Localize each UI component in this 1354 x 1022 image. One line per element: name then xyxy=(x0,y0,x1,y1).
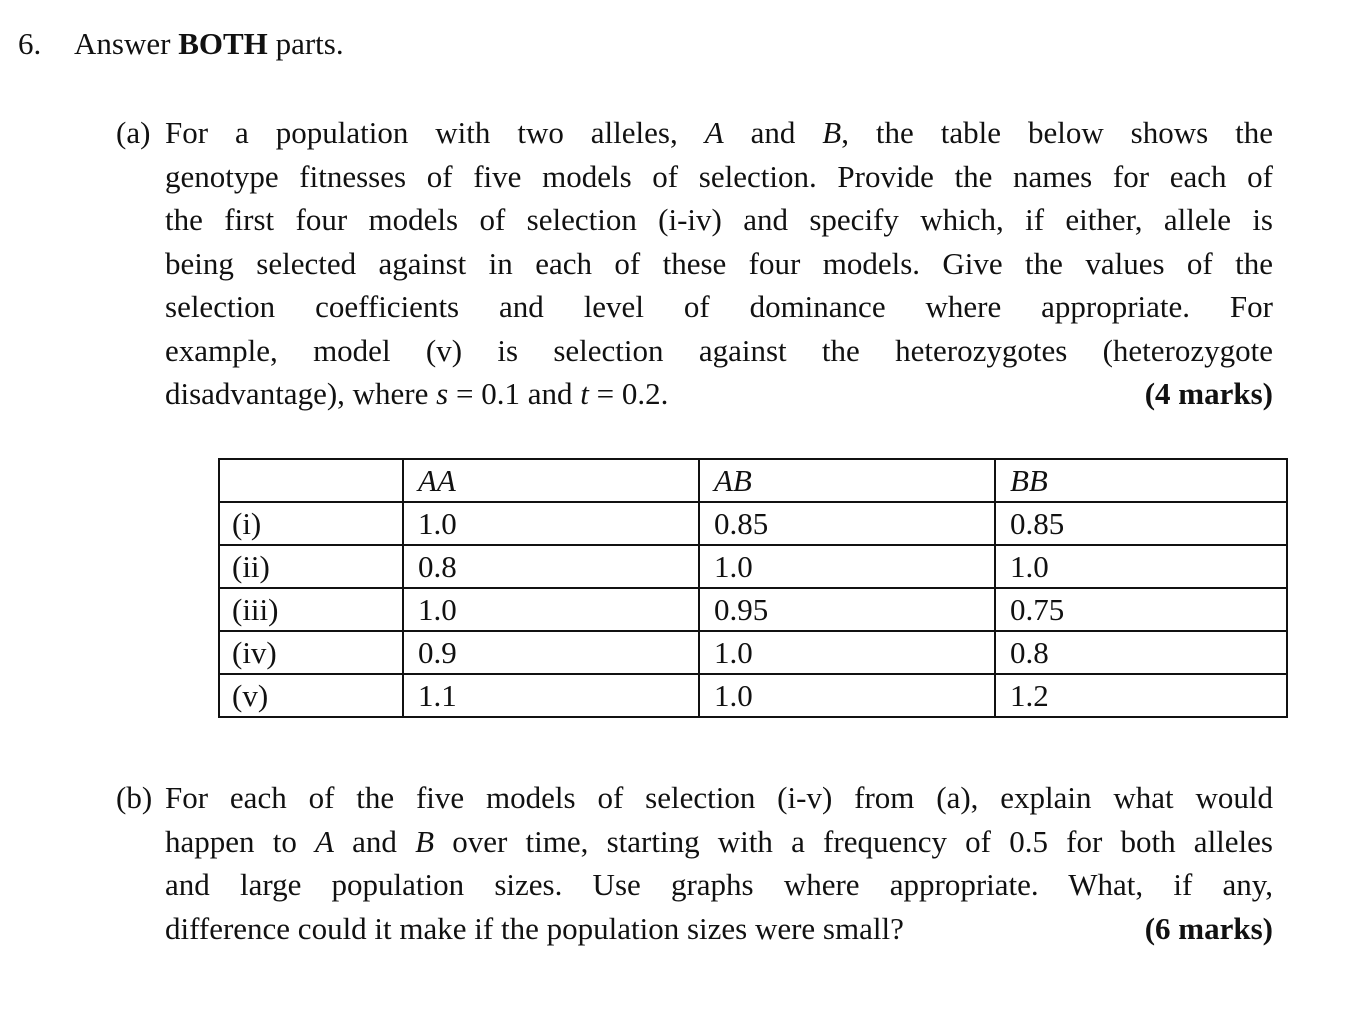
part-a-marks: (4 marks) xyxy=(1144,376,1273,411)
part-a-line-4: being selected against in each of these four models. Give the values of the xyxy=(165,245,1273,281)
table-header-cell xyxy=(219,459,403,502)
table-header-cell: AA xyxy=(403,459,699,502)
table-row xyxy=(219,545,1287,588)
table-cell: (iv) xyxy=(219,631,403,674)
question-emphasis: BOTH xyxy=(178,26,268,61)
table-cell: 0.8 xyxy=(403,545,699,588)
table-cell: 0.75 xyxy=(995,588,1287,631)
table-row xyxy=(219,631,1287,674)
part-b xyxy=(116,776,1276,950)
table-header-cell: BB xyxy=(995,459,1287,502)
part-a-line-7: disadvantage), where s = 0.1 and t = 0.2. (4 marks) xyxy=(165,372,1273,416)
part-b-marks: (6 marks) xyxy=(1144,910,1273,946)
table-row xyxy=(219,502,1287,545)
part-b-line-4: difference could it make if the population sizes were small? (6 marks) xyxy=(165,907,1273,951)
part-a-label: (a) xyxy=(116,115,151,150)
table-cell: 1.0 xyxy=(403,502,699,545)
table-header-row xyxy=(219,459,1287,502)
table-cell: 0.85 xyxy=(699,502,995,545)
part-a-line-2: genotype fitnesses of five models of selection. Provide the names for each of xyxy=(165,158,1273,194)
table-cell: 0.8 xyxy=(995,631,1287,674)
table-cell: 0.9 xyxy=(403,631,699,674)
table-cell: (iii) xyxy=(219,588,403,631)
part-b-text xyxy=(165,776,1273,950)
table-cell: 1.2 xyxy=(995,674,1287,717)
table-row xyxy=(219,674,1287,717)
part-a-line-3: the first four models of selection (i-iv) and specify which, if either, allele is xyxy=(165,202,1273,237)
part-a-line-5: selection coefficients and level of dominance where appropriate. For xyxy=(165,289,1273,324)
table-cell: 1.0 xyxy=(699,674,995,717)
part-a xyxy=(116,111,1276,416)
question-prefix: Answer xyxy=(74,26,171,61)
table-cell: (ii) xyxy=(219,545,403,588)
part-b-line-1: For each of the five models of selection (i-v) from (a), explain what would xyxy=(165,780,1273,815)
part-a-line-1: For a population with two alleles, A and B, the table below shows the xyxy=(165,115,1274,150)
table-cell: 0.85 xyxy=(995,502,1287,545)
table-cell: 1.0 xyxy=(403,588,699,631)
part-b-line-2: happen to A and B over time, starting with a frequency of 0.5 for both alleles xyxy=(165,823,1273,859)
table-cell: 1.0 xyxy=(699,631,995,674)
part-b-label: (b) xyxy=(116,780,153,815)
table-cell: 1.0 xyxy=(995,545,1287,588)
part-a-line-6: example, model (v) is selection against the heterozygotes (heterozygote xyxy=(165,332,1273,368)
table-header-cell: AB xyxy=(699,459,995,502)
table-row xyxy=(219,588,1287,631)
question-number: 6. xyxy=(18,26,42,61)
fitness-table xyxy=(218,458,1288,718)
part-b-line-3: and large population sizes. Use graphs where appropriate. What, if any, xyxy=(165,867,1273,902)
question-heading xyxy=(18,22,344,66)
table-cell: (i) xyxy=(219,502,403,545)
table-cell: 1.0 xyxy=(699,545,995,588)
table-cell: 0.95 xyxy=(699,588,995,631)
table-cell: 1.1 xyxy=(403,674,699,717)
question-suffix: parts. xyxy=(275,26,344,61)
table-cell: (v) xyxy=(219,674,403,717)
part-a-text xyxy=(165,111,1273,416)
